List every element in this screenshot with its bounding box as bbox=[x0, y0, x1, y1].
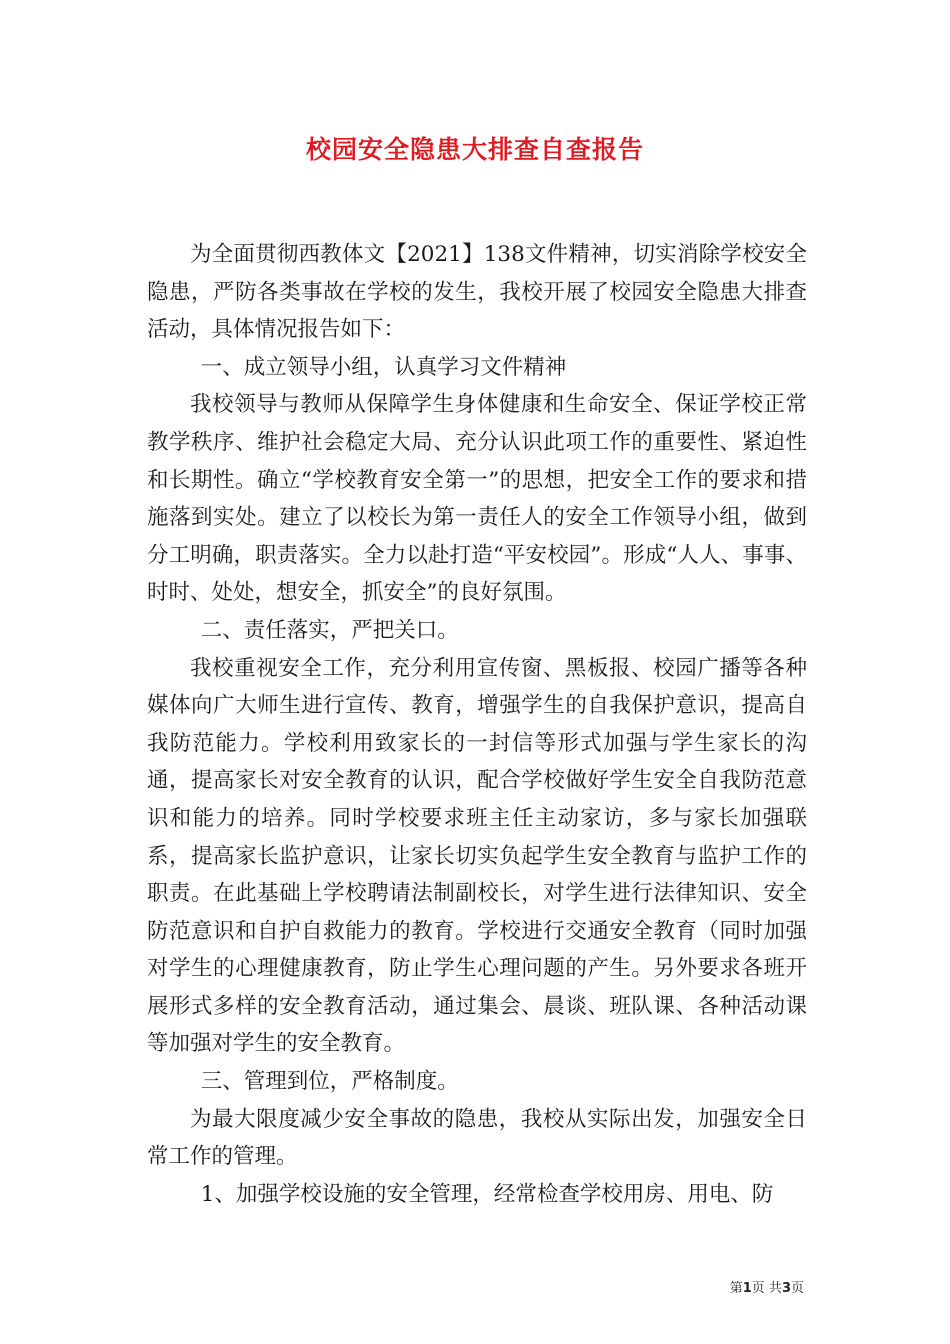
paragraph-item-1: 1、加强学校设施的安全管理，经常检查学校用房、用电、防 bbox=[200, 1181, 774, 1207]
footer-prefix: 第 bbox=[729, 1281, 743, 1296]
section-heading-2: 二、责任落实，严把关口。 bbox=[200, 617, 459, 643]
section-heading-3: 三、管理到位，严格制度。 bbox=[200, 1069, 459, 1095]
paragraph-intro: 为全面贯彻西教体文【2021】138文件精神，切实消除学校安全隐患，严防各类事故在学校的发生，我校开展了校园安全隐患大排查活动，具体情况报告如下： bbox=[147, 242, 807, 343]
total-pages-number: 3 bbox=[781, 1281, 791, 1296]
document-title: 校园安全隐患大排查自查报告 bbox=[305, 135, 644, 164]
current-page-number: 1 bbox=[742, 1281, 752, 1296]
section-heading-1: 一、成立领导小组，认真学习文件精神 bbox=[200, 354, 567, 380]
paragraph-section-1: 我校领导与教师从保障学生身体健康和生命安全、保证学校正常教学秩序、维护社会稳定大局、充分认识此项工作的重要性、紧迫性和长期性。确立“学校教育安全第一”的思想，把安全工作的要求和措施落到实处。建立了以校长为第一责任人的安全工作领导小组，做到分工明确，职责落实。全力以赴打造“平安校园”。形成“人人、事事、时时、处处，想安全，抓安全”的良好氛围。 bbox=[147, 392, 807, 606]
paragraph-section-2: 我校重视安全工作，充分利用宣传窗、黑板报、校园广播等各种媒体向广大师生进行宣传、教育，增强学生的自我保护意识，提高自我防范能力。学校利用致家长的一封信等形式加强与学生家长的沟通，提高家长对安全教育的认识，配合学校做好学生安全自我防范意识和能力的培养。同时学校要求班主任主动家访，多与家长加强联系，提高家长监护意识，让家长切实负起学生安全教育与监护工作的职责。在此基础上学校聘请法制副校长，对学生进行法律知识、安全防范意识和自护自救能力的教育。学校进行交通安全教育（同时加强对学生的心理健康教育，防止学生心理问题的产生。另外要求各班开展形式多样的安全教育活动，通过集会、晨谈、班队课、各种活动课等加强对学生的安全教育。 bbox=[147, 655, 807, 1057]
paragraph-section-3: 为最大限度减少安全事故的隐患，我校从实际出发，加强安全日常工作的管理。 bbox=[147, 1106, 807, 1170]
footer-middle: 页 共 bbox=[751, 1281, 782, 1296]
footer-suffix: 页 bbox=[790, 1281, 804, 1296]
page-number-footer bbox=[730, 1277, 804, 1296]
document-body bbox=[147, 236, 807, 1213]
